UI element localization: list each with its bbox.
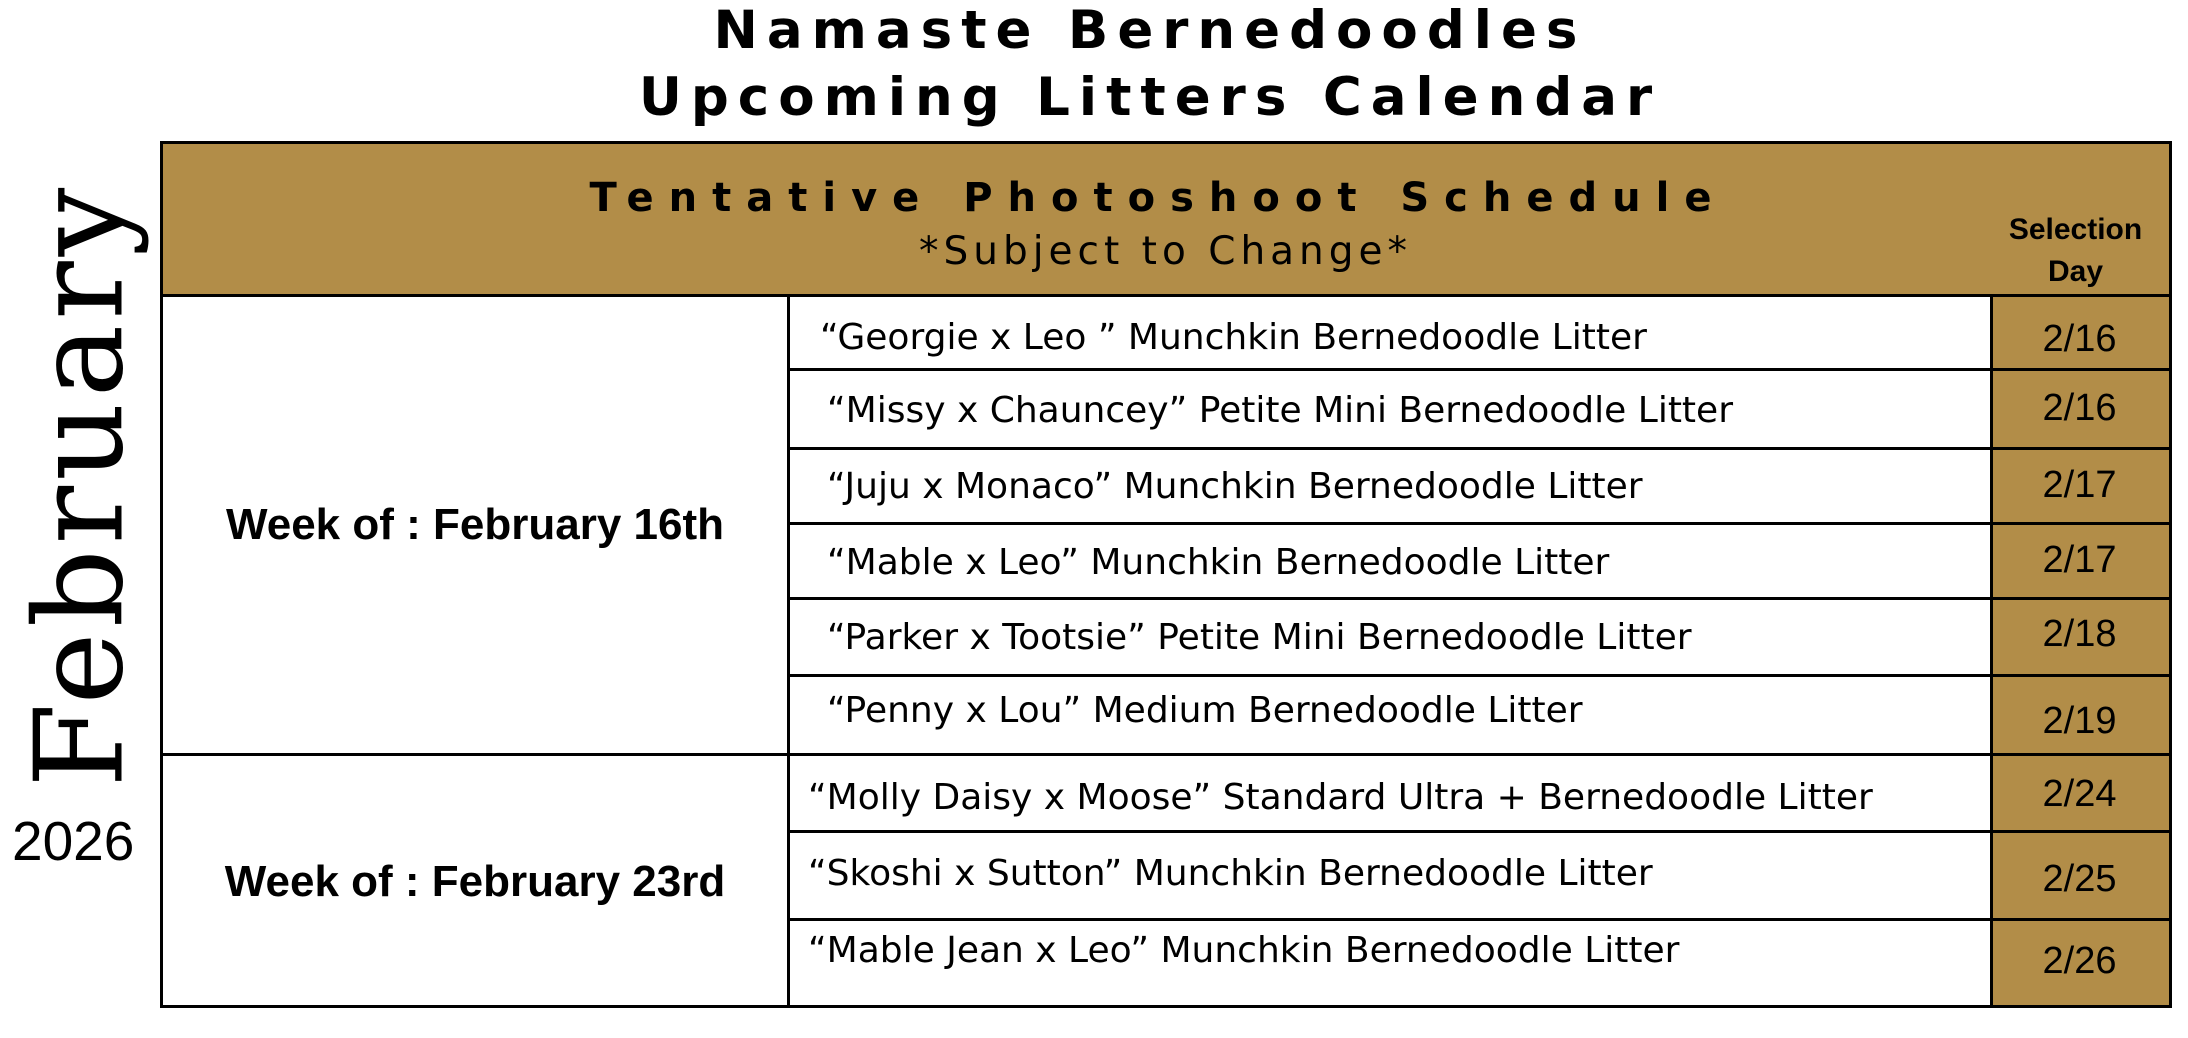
selection-day: 2/16	[2042, 387, 2117, 429]
selection-day: 2/25	[2042, 858, 2117, 900]
selection-day-header-line-2: Day	[2047, 255, 2104, 288]
month-label	[9, 182, 151, 788]
selection-day-header-line-1: Selection	[2008, 213, 2143, 246]
litter-name: “Parker x Tootsie” Petite Mini Bernedoodle Litter	[827, 617, 1692, 658]
litter-name: “Molly Daisy x Moose” Standard Ultra + Bernedoodle Litter	[808, 777, 1873, 818]
year-label: 2026	[12, 810, 135, 872]
schedule-table	[160, 141, 2172, 1008]
table-row	[790, 297, 2169, 371]
page-title-line-2: Upcoming Litters Calendar	[638, 67, 1662, 128]
litter-name: “Georgie x Leo ” Munchkin Bernedoodle Litter	[820, 317, 1647, 358]
litter-name: “Missy x Chauncey” Petite Mini Bernedoodle Litter	[827, 390, 1733, 431]
selection-day: 2/16	[2042, 318, 2117, 360]
selection-day: 2/26	[2042, 940, 2117, 982]
litter-name: “Juju x Monaco” Munchkin Bernedoodle Litter	[827, 466, 1643, 507]
table-row	[790, 371, 2169, 450]
page-title-line-1: Namaste Bernedoodles	[713, 0, 1587, 61]
week-label: Week of : February 16th	[226, 500, 724, 549]
schedule-heading: Tentative Photoshoot Schedule	[589, 175, 1727, 221]
table-row	[790, 921, 2169, 1005]
table-row	[790, 450, 2169, 525]
selection-day: 2/17	[2042, 464, 2117, 506]
litter-name: “Mable x Leo” Munchkin Bernedoodle Litter	[827, 542, 1610, 583]
month-text: February	[9, 182, 151, 788]
table-row	[790, 677, 2169, 753]
week-label: Week of : February 23rd	[224, 857, 726, 906]
selection-day: 2/18	[2042, 613, 2117, 655]
schedule-subheading: *Subject to Change*	[918, 229, 1413, 274]
selection-day: 2/17	[2042, 539, 2117, 581]
selection-day-header	[1993, 209, 2158, 293]
table-row	[790, 525, 2169, 600]
table-row	[790, 756, 2169, 833]
litter-name: “Skoshi x Sutton” Munchkin Bernedoodle Litter	[808, 853, 1653, 894]
table-header	[163, 144, 2169, 297]
litter-name: “Mable Jean x Leo” Munchkin Bernedoodle Litter	[808, 930, 1680, 971]
table-row	[790, 833, 2169, 921]
table-row	[790, 600, 2169, 677]
litter-name: “Penny x Lou” Medium Bernedoodle Litter	[827, 690, 1583, 731]
selection-day: 2/24	[2042, 773, 2117, 815]
selection-day: 2/19	[2042, 700, 2117, 742]
